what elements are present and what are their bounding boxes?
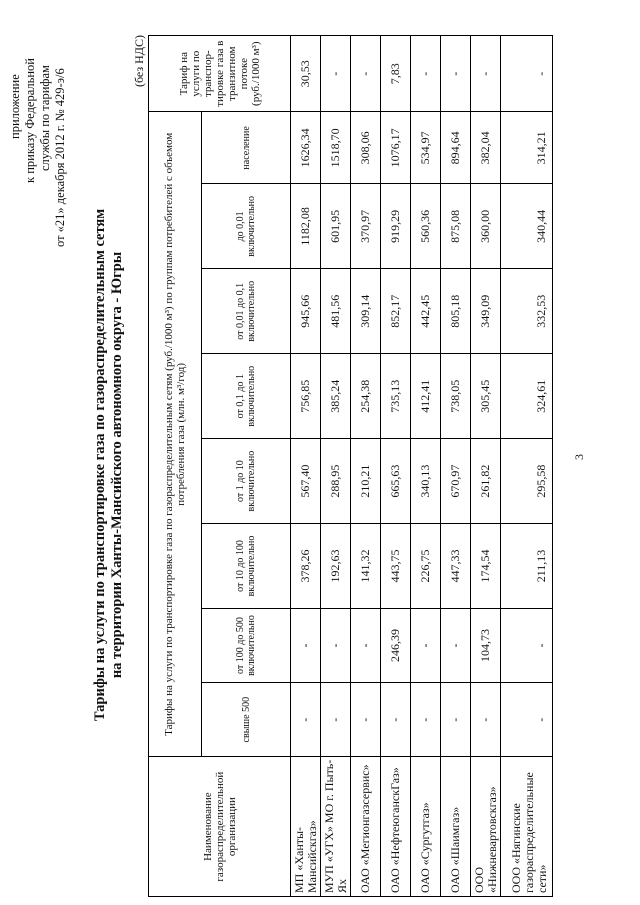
cell: - [441, 608, 471, 682]
annex-block [8, 47, 68, 247]
table-row [291, 36, 321, 897]
cell: 447,33 [441, 524, 471, 609]
cell: - [411, 683, 441, 757]
table-row [471, 36, 501, 897]
cell: 210,21 [351, 439, 381, 524]
cell: 246,39 [381, 608, 411, 682]
org-name: ОАО «Сургутгаз» [411, 757, 441, 897]
cell: 141,32 [351, 524, 381, 609]
annex-line: службы по тарифам [38, 65, 52, 171]
cell: 340,44 [501, 184, 553, 269]
cell: 1518,70 [321, 112, 351, 184]
col-header: от 100 до 500 включительно [202, 608, 291, 682]
cell: - [501, 36, 553, 112]
annex-line: приложение [8, 74, 22, 139]
annex-line: от «21» декабря 2012 г. № 429-э/6 [53, 68, 67, 247]
cell: 254,38 [351, 354, 381, 439]
cell: - [501, 608, 553, 682]
cell: 567,40 [291, 439, 321, 524]
cell: 382,04 [471, 112, 501, 184]
header-group: Тарифы на услуги по транспортировке газа по газораспределительным сетям (руб./1000 м³) по группам потребителей с объемом потребления газа (млн. м³/год) [149, 112, 202, 757]
cell: - [471, 683, 501, 757]
cell: 443,75 [381, 524, 411, 609]
cell: 308,06 [351, 112, 381, 184]
cell: 305,45 [471, 354, 501, 439]
cell: 560,36 [411, 184, 441, 269]
cell: 211,13 [501, 524, 553, 609]
cell: - [321, 36, 351, 112]
rotated-content [0, 25, 600, 905]
cell: 314,21 [501, 112, 553, 184]
cell: 670,97 [441, 439, 471, 524]
cell: 192,63 [321, 524, 351, 609]
cell: 894,64 [441, 112, 471, 184]
cell: - [291, 683, 321, 757]
cell: - [441, 36, 471, 112]
cell: 1182,08 [291, 184, 321, 269]
col-header: от 0,01 до 0,1 включительно [202, 269, 291, 354]
cell: - [411, 36, 441, 112]
cell: - [381, 683, 411, 757]
col-header: от 1 до 10 включительно [202, 439, 291, 524]
cell: 945,66 [291, 269, 321, 354]
vat-note: (без НДС) [132, 35, 146, 88]
tariff-table [148, 35, 553, 897]
org-name: МП «Ханты-Мансийскгаз» [291, 757, 321, 897]
cell: 340,13 [411, 439, 441, 524]
org-name: ООО «Нижневартовскгаз» [471, 757, 501, 897]
cell: - [411, 608, 441, 682]
cell: 288,95 [321, 439, 351, 524]
cell: 738,05 [441, 354, 471, 439]
org-name: ОАО «НефтеюганскГаз» [381, 757, 411, 897]
cell: - [351, 608, 381, 682]
cell: 601,95 [321, 184, 351, 269]
col-header: свыше 500 [202, 683, 291, 757]
cell: - [441, 683, 471, 757]
page-number: 3 [572, 454, 586, 460]
col-header: от 0,1 до 1 включительно [202, 354, 291, 439]
cell: - [321, 683, 351, 757]
annex-line: к приказу Федеральной [23, 58, 37, 183]
cell: 756,85 [291, 354, 321, 439]
cell: 332,53 [501, 269, 553, 354]
org-name: МУП «УГХ» МО г. Пыть-Ях [321, 757, 351, 897]
cell: 442,45 [411, 269, 441, 354]
table-row [441, 36, 471, 897]
cell: - [321, 608, 351, 682]
cell: - [471, 36, 501, 112]
cell: 174,54 [471, 524, 501, 609]
cell: 261,82 [471, 439, 501, 524]
cell: - [351, 36, 381, 112]
table-row [321, 36, 351, 897]
cell: 378,26 [291, 524, 321, 609]
page-title [92, 25, 126, 905]
cell: 665,63 [381, 439, 411, 524]
cell: 104,73 [471, 608, 501, 682]
cell: 349,09 [471, 269, 501, 354]
cell: 370,97 [351, 184, 381, 269]
col-header: от 10 до 100 включительно [202, 524, 291, 609]
cell: - [291, 608, 321, 682]
cell: 1626,34 [291, 112, 321, 184]
col-header: до 0,01 включительно [202, 184, 291, 269]
table-row [501, 36, 553, 897]
org-name: ОАО «Шаимгаз» [441, 757, 471, 897]
col-header: население [202, 112, 291, 184]
table-row [351, 36, 381, 897]
cell: 534,97 [411, 112, 441, 184]
cell: 919,29 [381, 184, 411, 269]
cell: 309,14 [351, 269, 381, 354]
cell: - [351, 683, 381, 757]
cell: 875,08 [441, 184, 471, 269]
org-name: ООО «Нягинские газораспределительные сети» [501, 757, 553, 897]
header-transit: Тариф на услуги по транспор- тировке газа в транзитном потоке (руб./1000 м³) [149, 36, 291, 112]
cell: 360,00 [471, 184, 501, 269]
header-org: Наименование газораспределительной организации [149, 757, 291, 897]
table-row [411, 36, 441, 897]
cell: 1076,17 [381, 112, 411, 184]
cell: 295,58 [501, 439, 553, 524]
cell: 7,83 [381, 36, 411, 112]
title-line: Тарифы на услуги по транспортировке газа по газораспределительным сетям [92, 208, 108, 722]
cell: 735,13 [381, 354, 411, 439]
title-line: на территории Ханты-Мансийского автономного округа - Югры [109, 251, 125, 679]
cell: 30,53 [291, 36, 321, 112]
cell: 385,24 [321, 354, 351, 439]
cell: 805,18 [441, 269, 471, 354]
cell: 481,56 [321, 269, 351, 354]
table-row [381, 36, 411, 897]
cell: 412,41 [411, 354, 441, 439]
cell: - [501, 683, 553, 757]
cell: 226,75 [411, 524, 441, 609]
cell: 324,61 [501, 354, 553, 439]
cell: 852,17 [381, 269, 411, 354]
org-name: ОАО «Мегионгазсервис» [351, 757, 381, 897]
